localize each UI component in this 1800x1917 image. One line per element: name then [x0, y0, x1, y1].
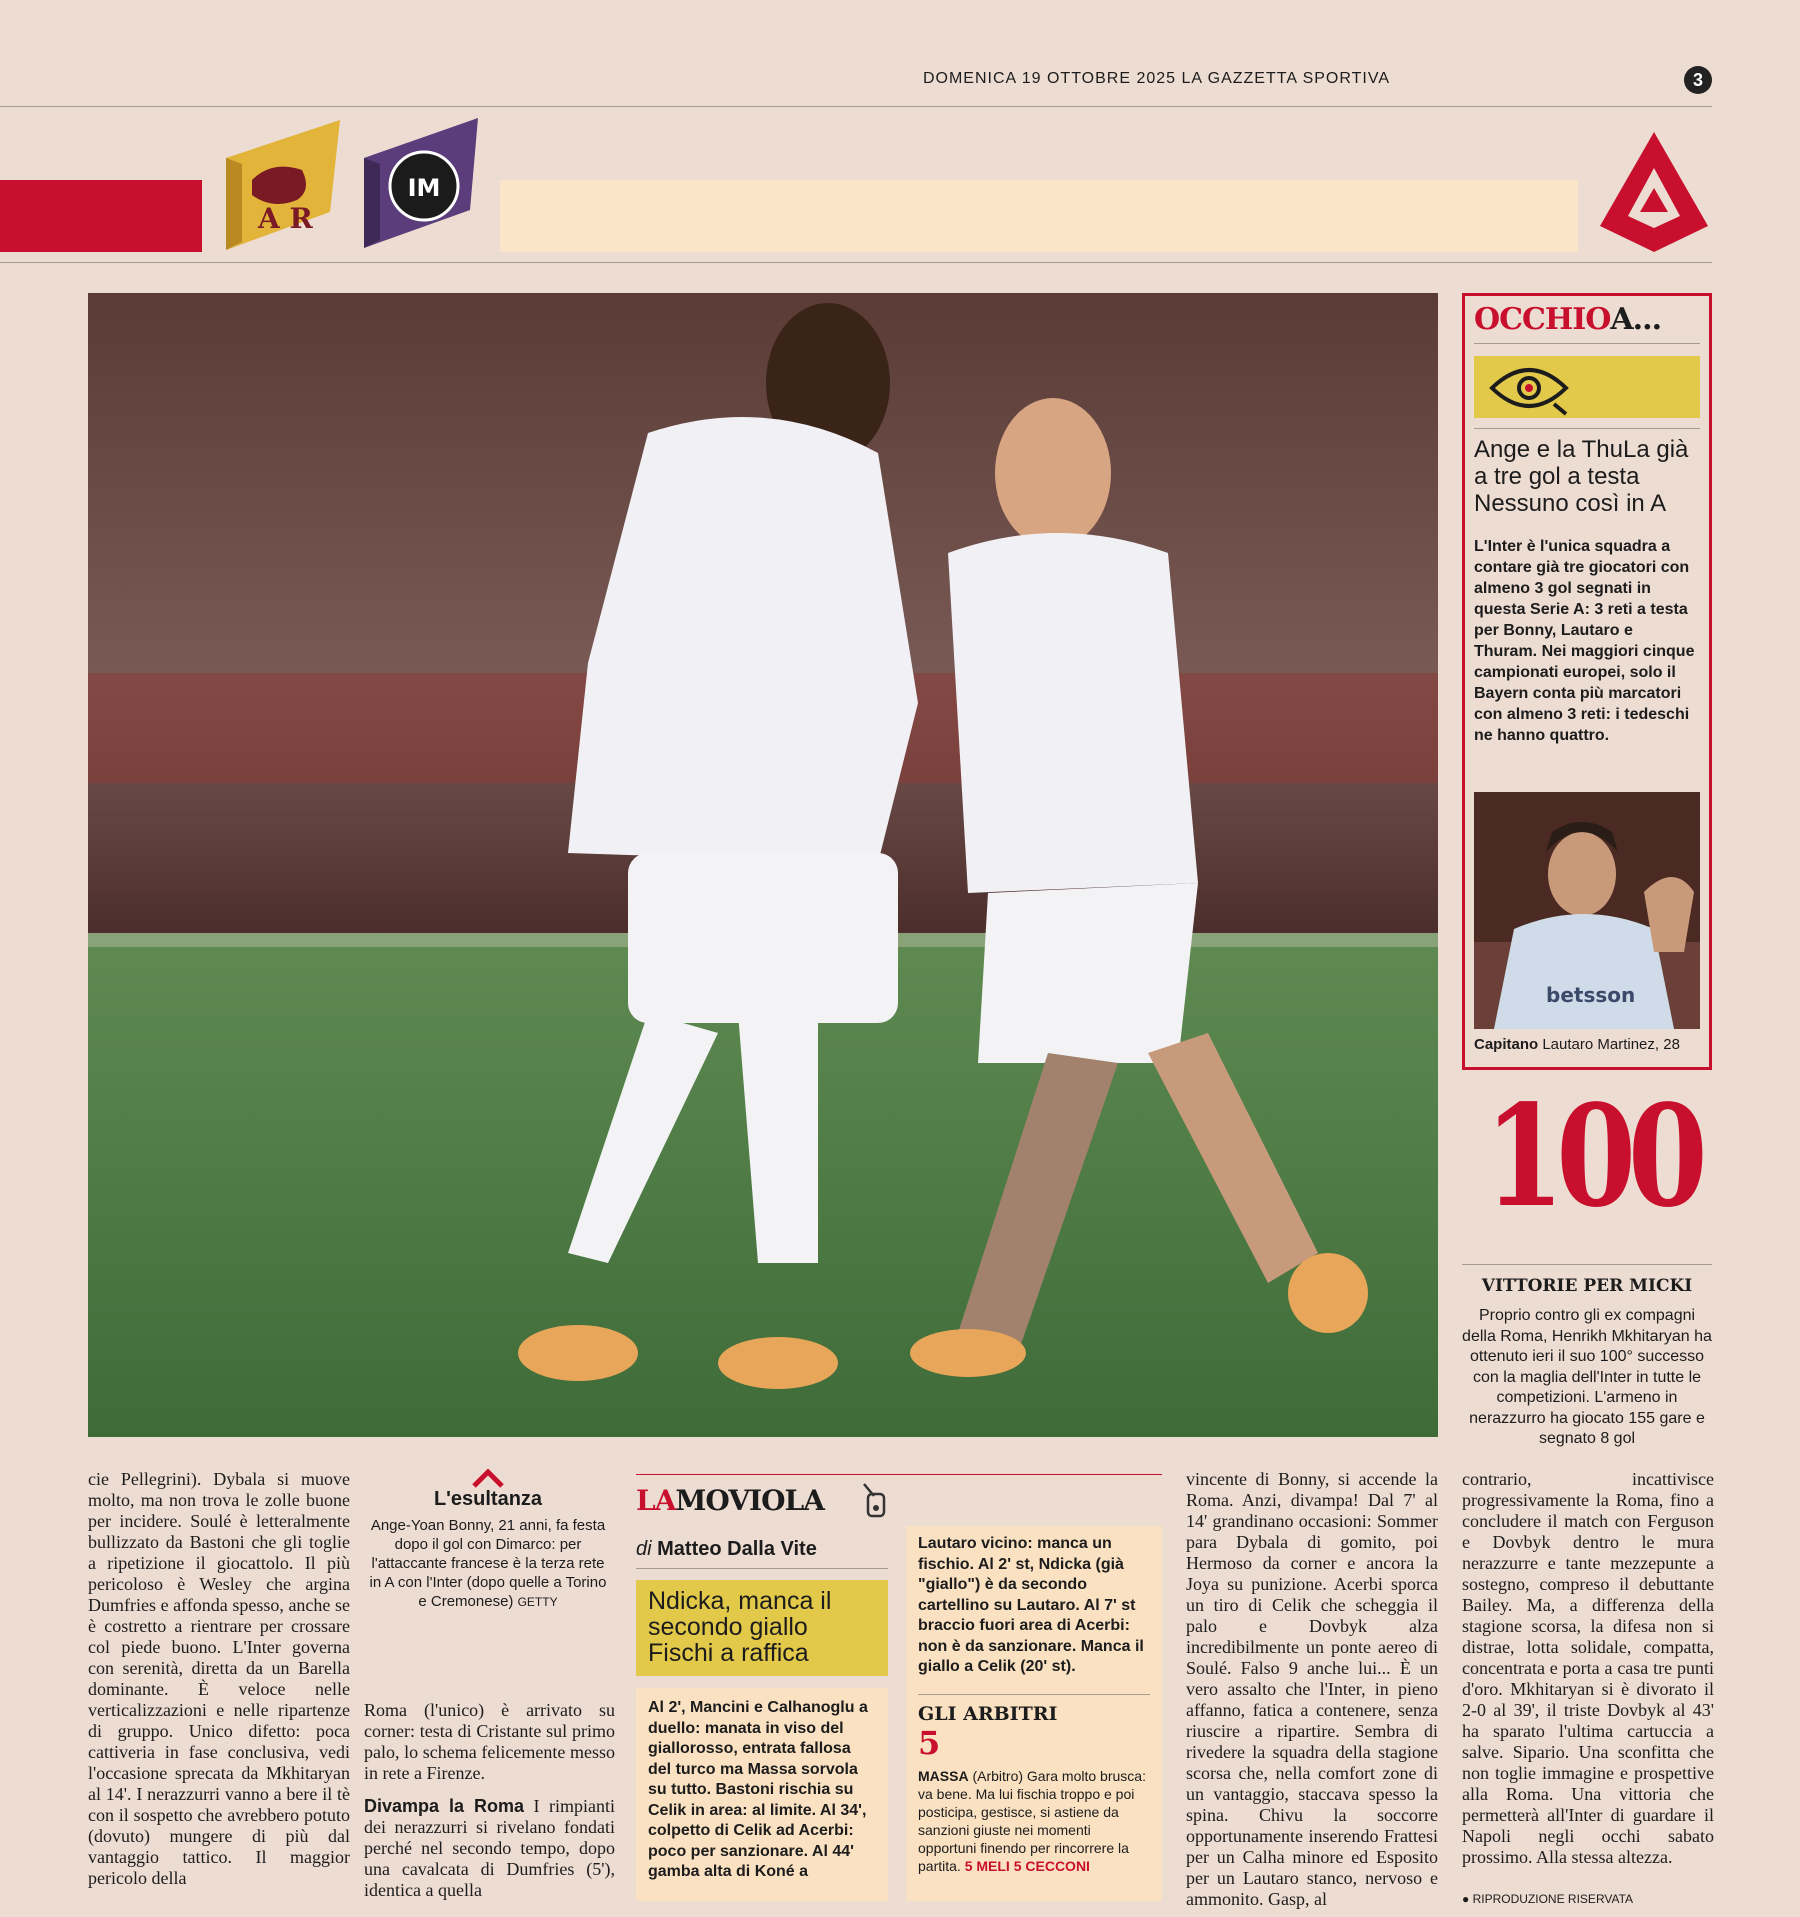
- article-text: contrario, incattivisce progressivamente la Roma, fino a concludere il match con Ferguson e Dovbyk dentro le mura nerazzurre e tante mezzepunte a sostegno, compreso il debuttante Bailey. Ma, a differenza della stagione scorsa, la difesa non si distrae, lotta solidale, compatta, concentrata e porta a casa tre punti d'oro. Mkhitaryan si è divorato il 2-0 al 39', il triste Dovbyk al 43' ha sparato l'ultima cartuccia a salve. Sipario. Una sconfitta che non toglie immagine e prospettive alla Roma. Una vittoria che permetterà all'Inter di guardare il Napoli negli occhi sabato prossimo. Alla stessa altezza.: [1462, 1469, 1714, 1867]
- stat-divider: [1462, 1264, 1712, 1265]
- eye-icon: [1484, 358, 1574, 418]
- page-number: 3: [1684, 66, 1712, 94]
- referee-text: [918, 1767, 1150, 1875]
- arbitri-box: [906, 1688, 1162, 1901]
- stat-number: 100: [1484, 1075, 1700, 1239]
- article-text: cie Pellegrini). Dybala si muove molto, ma non trova le zolle buone per incidere. Soulé è letteralmente bullizzato da Bastoni che gli toglie a ripetizione il giocattolo. Il più pericoloso è Wesley che argina Dumfries e affonda spesso, anche se è costretto a rientrare per crossare col piede buono. L'Inter governa con serenità, diretta da un Barella dominante. È veloce nelle verticalizzazioni e nelle ripartenze di gruppo. Unico difetto: poca cattiveria in fase conclusiva, vedi l'occasione sprecata da Mkhitaryan al 14'. I nerazzurri vanno a bere il tè con il sospetto che avrebbero potuto (dovuto) mungere di più dal vantaggio tattico. Il maggior pericolo della: [88, 1469, 350, 1888]
- copyright-text: RIPRODUZIONE RISERVATA: [1472, 1892, 1634, 1906]
- arbitri-score: 5: [918, 1724, 941, 1762]
- moviola-body-2: Lautaro vicino: manca un fischio. Al 2' st, Ndicka (già "giallo") è da secondo cartellino su Lautaro. Al 7' st braccio fuori area di Acerbi: non è da sanzionare. Manca il giallo a Celik (20' st).: [906, 1526, 1162, 1688]
- moviola-top-rule: [636, 1474, 1162, 1475]
- moviola-title: [636, 1484, 824, 1517]
- captain-caption-text: Lautaro Martinez, 28: [1542, 1036, 1680, 1053]
- article-column-5: [1462, 1469, 1714, 1889]
- referee-name: MASSA: [918, 1768, 969, 1784]
- photo-caption-title: L'esultanza: [433, 1488, 543, 1510]
- occhio-divider-2: [1474, 428, 1700, 429]
- date-line: DOMENICA 19 OTTOBRE 2025 LA GAZZETTA SPORTIVA: [922, 70, 1390, 87]
- arbitri-title: GLI ARBITRI: [918, 1703, 1058, 1725]
- captain-photo: [1474, 792, 1700, 1029]
- occhio-title: [1474, 302, 1661, 337]
- svg-text:IM: IM: [407, 174, 441, 202]
- photo-caption-text: Ange-Yoan Bonny, 21 anni, fa festa dopo il gol con Dimarco: per l'attaccante francese è la terza rete in A con l'Inter (dopo quelle a Torino e Cremonese): [369, 1517, 607, 1610]
- occhio-divider: [1474, 343, 1700, 344]
- photo-caption: [366, 1516, 610, 1612]
- author-prefix: di: [636, 1538, 652, 1560]
- article-column-1: [88, 1469, 350, 1909]
- author-name: Matteo Dalla Vite: [657, 1538, 817, 1560]
- header-bottom-divider: [0, 262, 1712, 263]
- moviola-headline: Ndicka, manca il secondo giallo Fischi a raffica: [636, 1580, 888, 1676]
- captain-caption-bold: Capitano: [1474, 1036, 1539, 1053]
- article-column-4: [1186, 1469, 1438, 1909]
- article-column-2: [364, 1700, 615, 1901]
- stat-label: VITTORIE PER MICKI: [1481, 1276, 1693, 1296]
- referee-judgement: Gara molto brusca: va bene. Ma lui fischia troppo e poi posticipa, gestisce, si astiene da sanzioni giuste nei momenti opportuni finendo per rincorrere la partita.: [918, 1768, 1146, 1874]
- serie-a-logo-icon: [1596, 128, 1712, 256]
- moviola-body-1: Al 2', Mancini e Calhanoglu a duello: manata in viso del giallorosso, entrata fallosa del turco ma Massa sorvola su tutto. Bastoni rischia su Celik in area: al limite. Al 34', colpetto di Celik ad Acerbi: poco per sanzionare. Al 44' gamba alta di Koné a: [636, 1688, 888, 1901]
- whistle-icon: [860, 1480, 890, 1520]
- header-banner: [500, 180, 1578, 252]
- assistants: 5 MELI 5 CECCONI: [964, 1858, 1090, 1874]
- svg-text:A R: A R: [258, 202, 313, 235]
- referee-role: (Arbitro): [972, 1768, 1024, 1784]
- copyright-footer: [1462, 1892, 1633, 1906]
- article-text: I rimpianti dei nerazzurri si rivelano fondati perché nel secondo tempo, dopo una cavalcata di Dumfries (5'), identica a quella: [364, 1796, 616, 1900]
- caption-pointer-icon: [470, 1466, 506, 1488]
- moviola-byline: [636, 1538, 817, 1561]
- stat-text: Proprio contro gli ex compagni della Roma, Henrikh Mkhitaryan ha ottenuto ieri il suo 100° successo con la maglia dell'Inter in tutte le competizioni. L'armeno in nerazzurro ha giocato 155 gare e segnato 8 gol: [1462, 1307, 1712, 1447]
- roma-crest-icon: [222, 120, 342, 250]
- inter-crest-icon: [362, 118, 482, 248]
- moviola-title-b: MOVIOLA: [675, 1484, 824, 1517]
- occhio-headline: Ange e la ThuLa già a tre gol a testa Nessuno così in A: [1474, 436, 1689, 517]
- occhio-title-a: OCCHIO: [1474, 302, 1611, 337]
- occhio-body: L'Inter è l'unica squadra a contare già tre giocatori con almeno 3 gol segnati in questa Serie A: 3 reti a testa per Bonny, Lautaro e Thuram. Nei maggiori cinque campionati europei, solo il Bayern conta più marcatori con almeno 3 reti: i tedeschi ne hanno quattro.: [1474, 538, 1695, 744]
- moviola-divider: [636, 1568, 888, 1569]
- subheading: Divampa la Roma: [364, 1796, 525, 1816]
- article-text: vincente di Bonny, si accende la Roma. Anzi, divampa! Dal 7' al 14' grandinano occasioni: Sommer para Dybala di gomito, poi Hermoso da corner e ancora la Joya su punizione. Acerbi sporca un tiro di Celik che scheggia il palo e Dovbyk alza incredibilmente un ponte aereo di Soulé. Falso 9 anche lui... È un vero assalto che l'Inter, in pieno affanno, fatica a contenere, senza riuscire a ripartire. Sembra di rivedere la squadra della stagione scorsa che, nella comfort zone di un vantaggio, staccava spesso la spina. Chivu la soccorre opportunamente inserendo Frattesi per un Calha minore ed Esposito per un Lautaro stanco, nervoso e ammonito. Gasp, al: [1186, 1469, 1438, 1909]
- main-photo: [88, 293, 1438, 1437]
- moviola-title-a: LA: [636, 1484, 676, 1517]
- arbitri-divider: [918, 1694, 1150, 1695]
- red-band: [0, 180, 202, 252]
- bullet-icon: ●: [1462, 1892, 1473, 1906]
- occhio-title-b: A...: [1610, 302, 1662, 337]
- photo-credit: GETTY: [517, 1595, 558, 1609]
- article-text: Roma (l'unico) è arrivato su corner: testa di Cristante sul primo palo, lo schema felicemente messo in rete a Firenze.: [364, 1700, 615, 1783]
- captain-caption: [1474, 1036, 1700, 1053]
- occhio-banner: [1474, 356, 1700, 418]
- svg-text:betsson: betsson: [1546, 983, 1636, 1007]
- header-divider: [0, 106, 1712, 107]
